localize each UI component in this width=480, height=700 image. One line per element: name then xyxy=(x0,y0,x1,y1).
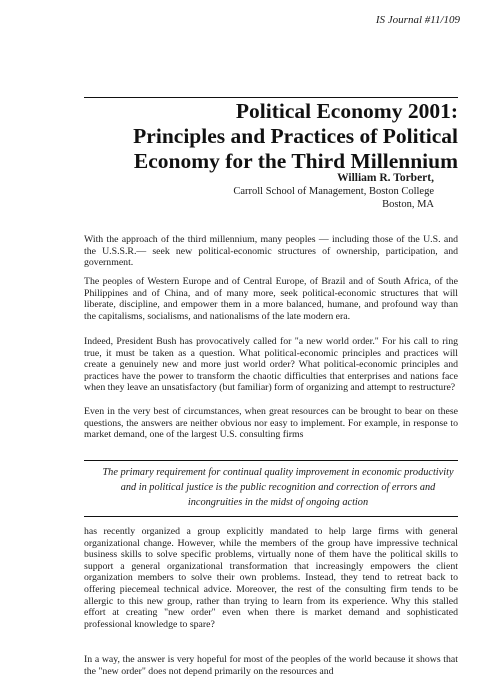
title-line-2: Principles and Practices of Political xyxy=(133,124,458,148)
pull-quote-bottom-rule xyxy=(84,516,458,517)
paragraph-2: The peoples of Western Europe and of Central Europe, of Brazil and of South Africa, of the Philippines and of China, and of many more, seek political-economic structures that will liberate, discipline, and empower them in a more balanced, humane, and profound way than the capitalisms, socialisms, and nationalisms of the late modern era. xyxy=(84,276,458,322)
author-affiliation: Carroll School of Management, Boston College xyxy=(233,186,434,197)
title-line-3: Economy for the Third Millennium xyxy=(133,149,458,173)
paragraph-1: With the approach of the third millennium, many peoples — including those of the U.S. and the U.S.S.R.— seek new political-economic structures of ownership, participation, and government. xyxy=(84,234,458,269)
journal-page-reference: IS Journal #11/109 xyxy=(375,14,460,26)
article-title xyxy=(60,99,458,174)
pull-quote: The primary requirement for continual quality improvement in economic productivity and in political justice is the public recognition and correction of errors and incongruities in the midst of ongoing action xyxy=(102,467,454,508)
paragraph-6: In a way, the answer is very hopeful for most of the peoples of the world because it shows that the "new order" does not depend primarily on the resources and xyxy=(84,654,458,677)
author-name: William R. Torbert, xyxy=(337,172,434,184)
author-location: Boston, MA xyxy=(382,199,434,210)
paragraph-3: Indeed, President Bush has provocatively called for "a new world order." For his call to ring true, it must be taken as a question. What political-economic principles and practices will create a genuinely new and more just world order? What political-economic principles and practices have the power to transform the chaotic difficulties that enterprises and nations face when they leave an unsatisfactory (but familiar) form of organizing and attempt to restructure? xyxy=(84,336,458,394)
author-block xyxy=(233,172,434,211)
title-line-1: Political Economy 2001: xyxy=(235,99,458,123)
pull-quote-top-rule xyxy=(84,460,458,461)
paragraph-4: Even in the very best of circumstances, when great resources can be brought to bear on these questions, the answers are neither obvious nor easy to implement. For example, in response to market demand, one of the largest U.S. consulting firms xyxy=(84,406,458,441)
paragraph-5: has recently organized a group explicitly mandated to help large firms with general organizational change. However, while the members of the group have impressive technical business skills to solve specific problems, virtually none of them have the political skills to support a general organizational transformation that increasingly empowers the client organization members to solve their own problems. Instead, they tend to retreat back to offering piecemeal technical advice. Moreover, the rest of the consulting firm tends to be allergic to this new group, rather than trying to learn from its experience. Why this stalled effort at creating "new order" even when there is market demand and sophisticated professional knowledge to spare? xyxy=(84,526,458,630)
title-top-rule xyxy=(84,97,458,98)
